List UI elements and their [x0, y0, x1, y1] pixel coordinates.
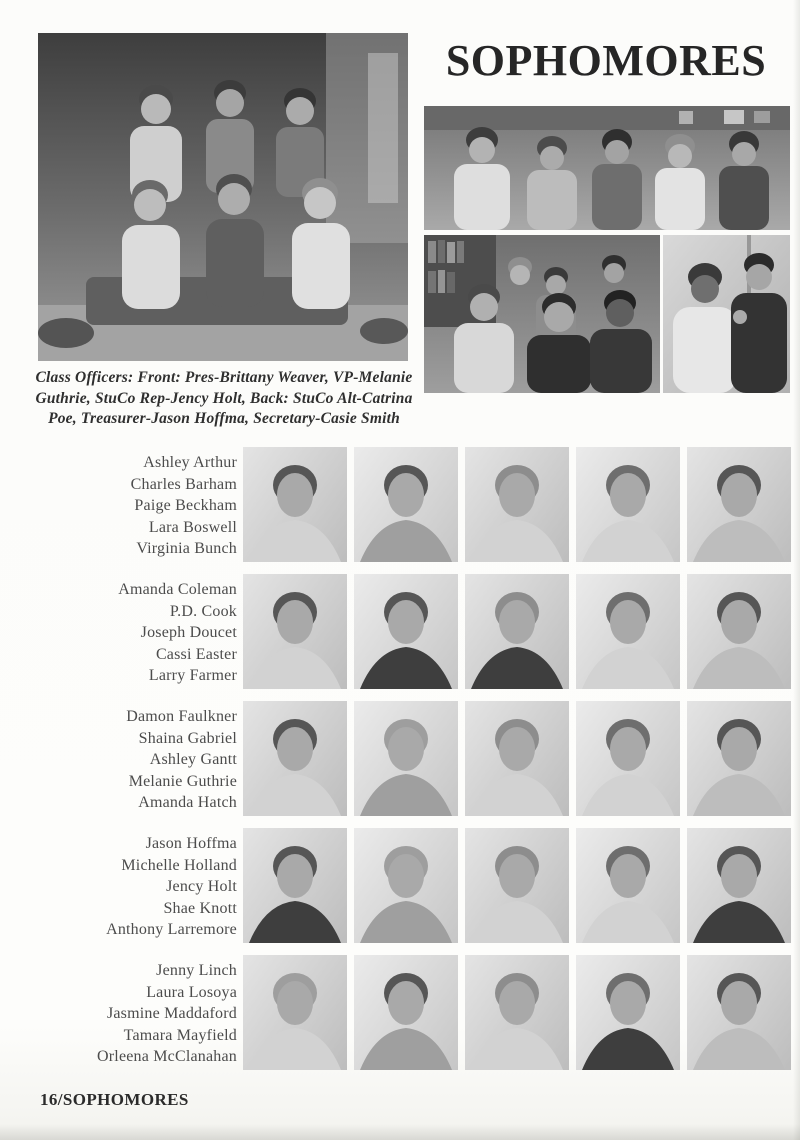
student-name: P.D. Cook — [169, 602, 237, 620]
student-name: Lara Boswell — [148, 518, 237, 536]
student-name: Larry Farmer — [148, 667, 237, 684]
student-name: Jenny Linch — [156, 962, 237, 979]
student-name: Cassi Easter — [155, 645, 237, 663]
student-name: Shae Knott — [163, 899, 237, 917]
portrait-silhouette-icon — [243, 955, 347, 1070]
name-list — [0, 955, 237, 1068]
portrait-photo — [465, 447, 569, 562]
student-name: Ashley Arthur — [143, 454, 237, 471]
portrait-photo — [687, 447, 791, 562]
portrait-photo — [687, 701, 791, 816]
portrait-photo — [465, 701, 569, 816]
student-name: Joseph Doucet — [140, 624, 237, 641]
name-list — [0, 574, 237, 687]
name-list — [0, 828, 237, 941]
portrait-photo — [243, 574, 347, 689]
portrait-photo — [576, 701, 680, 816]
portrait-photo — [687, 574, 791, 689]
portrait-silhouette-icon — [243, 701, 347, 816]
student-name: Amanda Coleman — [118, 581, 237, 598]
roster-row — [0, 828, 795, 943]
student-name: Jason Hoffma — [145, 835, 237, 852]
portrait-photo — [354, 701, 458, 816]
portrait-strip — [243, 955, 791, 1070]
student-name: Michelle Holland — [121, 856, 237, 874]
student-name: Laura Losoya — [146, 983, 237, 1001]
portrait-silhouette-icon — [354, 701, 458, 816]
student-name: Jency Holt — [166, 878, 237, 895]
portrait-silhouette-icon — [243, 447, 347, 562]
portrait-photo — [243, 447, 347, 562]
portrait-silhouette-icon — [576, 955, 680, 1070]
candid-photo-girls — [424, 106, 790, 230]
portrait-strip — [243, 574, 791, 689]
portrait-silhouette-icon — [576, 701, 680, 816]
candid-photo-pair-image — [663, 235, 790, 393]
portrait-silhouette-icon — [354, 447, 458, 562]
portrait-silhouette-icon — [687, 955, 791, 1070]
caption-line: Guthrie, StuCo Rep-Jency Holt, Back: StuCo Alt-Catrina — [35, 389, 413, 407]
portrait-photo — [465, 955, 569, 1070]
portrait-strip — [243, 447, 791, 562]
portrait-silhouette-icon — [687, 701, 791, 816]
student-name: Damon Faulkner — [126, 708, 237, 725]
caption-line: Class Officers: Front: Pres-Brittany Weaver, VP-Melanie — [35, 369, 413, 386]
portrait-photo — [576, 447, 680, 562]
class-officers-photo-image — [38, 33, 408, 361]
portrait-silhouette-icon — [354, 828, 458, 943]
student-name: Tamara Mayfield — [123, 1026, 237, 1044]
roster-row — [0, 574, 795, 689]
portrait-photo — [465, 828, 569, 943]
portrait-photo — [576, 574, 680, 689]
portrait-silhouette-icon — [465, 955, 569, 1070]
portrait-strip — [243, 701, 791, 816]
portrait-silhouette-icon — [465, 447, 569, 562]
portrait-silhouette-icon — [465, 701, 569, 816]
portrait-silhouette-icon — [243, 828, 347, 943]
student-name: Shaina Gabriel — [138, 729, 237, 747]
portrait-silhouette-icon — [354, 955, 458, 1070]
candid-photo-boys — [424, 235, 660, 393]
portrait-silhouette-icon — [243, 574, 347, 689]
page-number: 16/SOPHOMORES — [40, 1090, 189, 1109]
candid-photo-girls-image — [424, 106, 790, 230]
portrait-strip — [243, 828, 791, 943]
portrait-photo — [465, 574, 569, 689]
portrait-photo — [243, 701, 347, 816]
name-list — [0, 701, 237, 814]
student-name: Jasmine Maddaford — [106, 1005, 237, 1022]
portrait-silhouette-icon — [687, 828, 791, 943]
student-name: Orleena McClanahan — [97, 1048, 237, 1065]
page-title: SOPHOMORES — [445, 36, 767, 85]
student-name: Paige Beckham — [134, 497, 237, 514]
portrait-silhouette-icon — [465, 828, 569, 943]
portrait-photo — [354, 828, 458, 943]
student-roster — [0, 447, 795, 1082]
student-name: Charles Barham — [130, 475, 237, 493]
name-list — [0, 447, 237, 560]
student-name: Amanda Hatch — [138, 794, 237, 811]
student-name: Ashley Gantt — [149, 751, 237, 768]
officers-caption — [28, 368, 420, 430]
portrait-silhouette-icon — [576, 828, 680, 943]
candid-photo-pair — [663, 235, 790, 393]
student-name: Melanie Guthrie — [128, 772, 237, 790]
portrait-photo — [576, 955, 680, 1070]
student-name: Anthony Larremore — [106, 921, 237, 938]
portrait-photo — [243, 828, 347, 943]
roster-row — [0, 955, 795, 1070]
portrait-photo — [687, 828, 791, 943]
portrait-silhouette-icon — [576, 447, 680, 562]
portrait-photo — [243, 955, 347, 1070]
portrait-silhouette-icon — [576, 574, 680, 689]
roster-row — [0, 447, 795, 562]
student-name: Virginia Bunch — [136, 540, 237, 557]
portrait-silhouette-icon — [354, 574, 458, 689]
caption-line: Poe, Treasurer-Jason Hoffma, Secretary-Casie Smith — [48, 410, 400, 427]
portrait-photo — [354, 955, 458, 1070]
portrait-silhouette-icon — [687, 447, 791, 562]
page-edge-shadow — [793, 0, 800, 1140]
portrait-silhouette-icon — [687, 574, 791, 689]
portrait-silhouette-icon — [465, 574, 569, 689]
portrait-photo — [576, 828, 680, 943]
portrait-photo — [354, 447, 458, 562]
portrait-photo — [687, 955, 791, 1070]
class-officers-photo — [38, 33, 408, 361]
portrait-photo — [354, 574, 458, 689]
roster-row — [0, 701, 795, 816]
candid-photo-boys-image — [424, 235, 660, 393]
